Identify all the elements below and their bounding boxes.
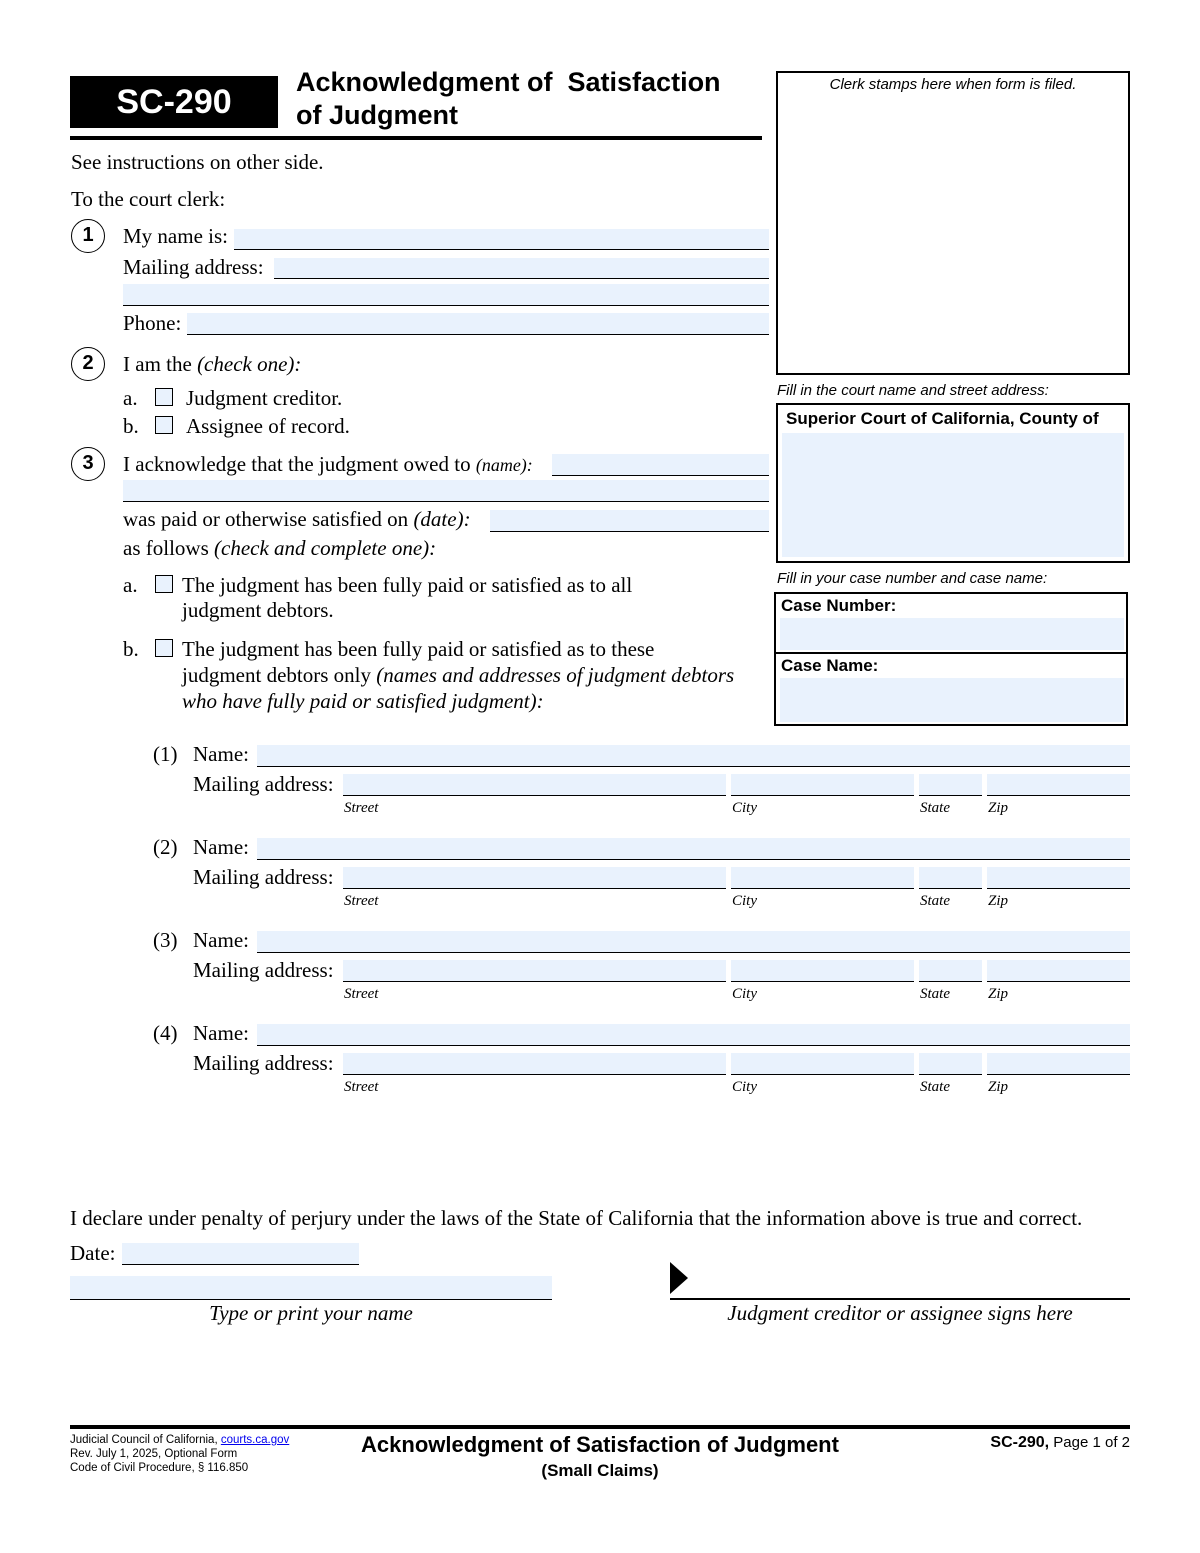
zip-caption: Zip: [988, 800, 1009, 816]
city-caption: City: [732, 800, 757, 816]
footer-page-number: Page 1 of 2: [1053, 1434, 1130, 1451]
printed-name-caption: Type or print your name: [209, 1301, 413, 1325]
creditor-name-field-2[interactable]: [123, 480, 769, 502]
some-debtors-text-2: [182, 663, 734, 687]
option-a-letter: a.: [123, 386, 138, 410]
state-caption: State: [920, 1079, 950, 1095]
role-question-hint: (check one):: [197, 352, 302, 376]
case-box: [774, 592, 1128, 726]
debtor-zip-field[interactable]: [987, 1053, 1130, 1075]
zip-caption: Zip: [988, 1079, 1009, 1095]
case-box-caption: Fill in your case number and case name:: [777, 570, 1048, 587]
debtor-city-field[interactable]: [731, 960, 914, 982]
some-debtors-text-2-main: judgment debtors only: [182, 663, 371, 687]
form-id-badge: [70, 76, 278, 128]
debtor-zip-field[interactable]: [987, 960, 1130, 982]
as-follows-hint: (check and complete one):: [214, 536, 437, 560]
all-debtors-text-2: judgment debtors.: [182, 598, 334, 622]
all-debtors-text-1: The judgment has been fully paid or satisfied as to all: [182, 573, 633, 597]
debtor-street-field[interactable]: [343, 1053, 726, 1075]
signature-arrow-icon: [670, 1262, 688, 1294]
clerk-salutation: To the court clerk:: [71, 187, 226, 211]
debtor-address-label: Mailing address:: [193, 772, 334, 796]
debtor-city-field[interactable]: [731, 774, 914, 796]
satisfied-date-text: [123, 507, 471, 531]
zip-caption: Zip: [988, 986, 1009, 1002]
satisfied-date-field[interactable]: [490, 510, 769, 532]
item-1-number: 1: [71, 219, 105, 253]
acknowledge-name-hint: (name):: [475, 455, 533, 475]
state-caption: State: [920, 986, 950, 1002]
footer-council: Judicial Council of California,: [70, 1434, 218, 1446]
debtor-number: (4): [153, 1021, 178, 1045]
court-box-caption: Fill in the court name and street address:: [777, 382, 1049, 399]
footer-code: Code of Civil Procedure, § 116.850: [70, 1462, 249, 1474]
debtor-address-label: Mailing address:: [193, 1051, 334, 1075]
option-3a-letter: a.: [123, 573, 138, 597]
date-label: Date:: [70, 1241, 116, 1265]
mailing-address-field-2[interactable]: [123, 284, 769, 306]
city-caption: City: [732, 986, 757, 1002]
acknowledge-text: [123, 452, 533, 477]
name-label: My name is:: [123, 224, 228, 248]
printed-name-field[interactable]: [70, 1276, 552, 1300]
form-title-line2: of Judgment: [296, 100, 458, 130]
phone-label: Phone:: [123, 311, 182, 335]
judgment-creditor-label: Judgment creditor.: [186, 386, 343, 410]
debtor-state-field[interactable]: [919, 1053, 982, 1075]
assignee-label: Assignee of record.: [186, 414, 350, 438]
clerk-stamp-text: Clerk stamps here when form is filed.: [829, 76, 1077, 93]
all-debtors-checkbox[interactable]: [155, 575, 173, 593]
zip-caption: Zip: [988, 893, 1009, 909]
footer-council-line: [70, 1433, 289, 1447]
as-follows-text: [123, 536, 436, 560]
debtor-name-label: Name:: [193, 742, 249, 766]
state-caption: State: [920, 893, 950, 909]
role-question-text: I am the: [123, 352, 192, 376]
street-caption: Street: [344, 986, 379, 1002]
assignee-checkbox[interactable]: [155, 416, 173, 434]
debtor-city-field[interactable]: [731, 867, 914, 889]
debtor-number: (3): [153, 928, 178, 952]
state-caption: State: [920, 800, 950, 816]
creditor-name-field-1[interactable]: [552, 454, 769, 476]
case-number-label: Case Number:: [781, 596, 897, 615]
form-id: SC-290: [116, 83, 232, 121]
debtor-number: (1): [153, 742, 178, 766]
debtor-address-label: Mailing address:: [193, 958, 334, 982]
footer-link[interactable]: courts.ca.gov: [220, 1434, 290, 1446]
debtor-address-label: Mailing address:: [193, 865, 334, 889]
some-debtors-text-3: who have fully paid or satisfied judgment):: [182, 689, 544, 713]
some-debtors-text-1: The judgment has been fully paid or satisfied as to these: [182, 637, 655, 661]
case-name-label: Case Name:: [781, 656, 879, 675]
phone-field[interactable]: [187, 313, 769, 335]
form-title-line1: Acknowledgment of Satisfaction: [296, 67, 721, 97]
option-b-letter: b.: [123, 414, 139, 438]
some-debtors-text-2-hint: (names and addresses of judgment debtors: [376, 663, 735, 687]
item-3-number: 3: [71, 447, 105, 481]
satisfied-date-hint: (date):: [413, 507, 471, 531]
debtor-zip-field[interactable]: [987, 774, 1130, 796]
judgment-creditor-checkbox[interactable]: [155, 388, 173, 406]
debtor-street-field[interactable]: [343, 774, 726, 796]
option-3b-letter: b.: [123, 637, 139, 661]
footer-revision: Rev. July 1, 2025, Optional Form: [70, 1448, 238, 1460]
item-2-number: 2: [71, 347, 105, 381]
city-caption: City: [732, 1079, 757, 1095]
case-number-field[interactable]: [780, 618, 1124, 650]
street-caption: Street: [344, 800, 379, 816]
debtor-name-label: Name:: [193, 1021, 249, 1045]
mailing-address-label: Mailing address:: [123, 255, 264, 279]
debtor-state-field[interactable]: [919, 774, 982, 796]
clerk-stamp-box: [776, 71, 1130, 375]
acknowledge-text-main: I acknowledge that the judgment owed to: [123, 452, 471, 476]
debtor-street-field[interactable]: [343, 960, 726, 982]
city-caption: City: [732, 893, 757, 909]
street-caption: Street: [344, 893, 379, 909]
footer-form-id: SC-290,: [990, 1434, 1050, 1451]
form-title: [296, 66, 721, 132]
footer-rule: [70, 1425, 1130, 1429]
satisfied-date-main: was paid or otherwise satisfied on: [123, 507, 409, 531]
debtor-name-field[interactable]: [257, 745, 1130, 767]
title-rule: [70, 136, 762, 140]
case-name-field[interactable]: [780, 678, 1124, 722]
role-question: [123, 352, 301, 376]
court-box: [776, 403, 1130, 563]
debtor-name-field[interactable]: [257, 931, 1130, 953]
some-debtors-checkbox[interactable]: [155, 639, 173, 657]
footer-page-info: [990, 1434, 1130, 1452]
debtor-number: (2): [153, 835, 178, 859]
debtor-name-field[interactable]: [257, 838, 1130, 860]
debtor-name-field[interactable]: [257, 1024, 1130, 1046]
instructions-note: See instructions on other side.: [71, 150, 324, 174]
footer-subtitle: (Small Claims): [541, 1461, 659, 1480]
debtor-state-field[interactable]: [919, 867, 982, 889]
court-box-heading: Superior Court of California, County of: [786, 409, 1099, 428]
footer-title: Acknowledgment of Satisfaction of Judgment: [361, 1432, 839, 1457]
signature-line[interactable]: [670, 1298, 1130, 1300]
street-caption: Street: [344, 1079, 379, 1095]
footer-citation: [70, 1433, 289, 1475]
declaration-date-field[interactable]: [122, 1243, 359, 1265]
case-box-divider: [776, 652, 1126, 654]
perjury-declaration: I declare under penalty of perjury under the laws of the State of California that the information above is true and correct.: [70, 1206, 1083, 1230]
debtor-state-field[interactable]: [919, 960, 982, 982]
debtor-zip-field[interactable]: [987, 867, 1130, 889]
debtor-name-label: Name:: [193, 928, 249, 952]
as-follows-main: as follows: [123, 536, 209, 560]
signature-caption: Judgment creditor or assignee signs here: [727, 1301, 1073, 1325]
court-name-address-field[interactable]: [782, 433, 1124, 557]
debtor-name-label: Name:: [193, 835, 249, 859]
mailing-address-field-1[interactable]: [274, 258, 769, 279]
name-field[interactable]: [234, 229, 769, 250]
debtor-city-field[interactable]: [731, 1053, 914, 1075]
debtor-street-field[interactable]: [343, 867, 726, 889]
